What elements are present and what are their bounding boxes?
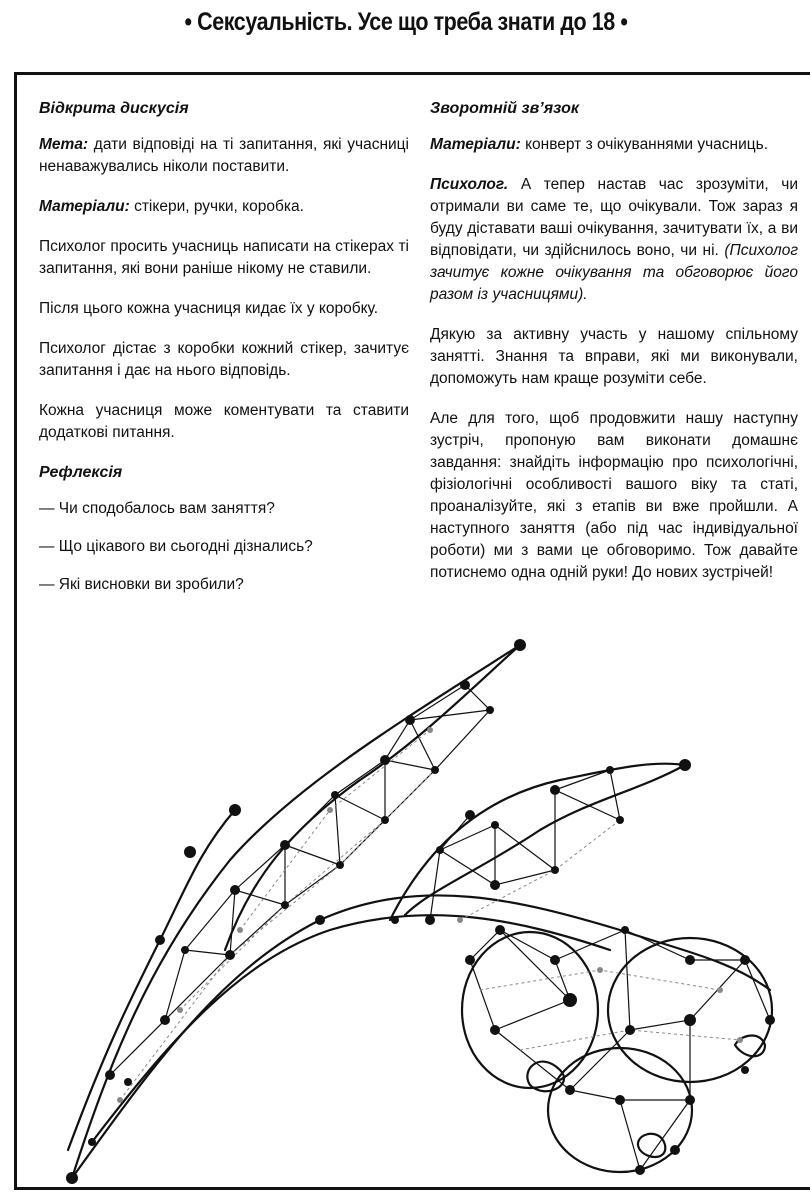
right-column <box>430 98 798 602</box>
feedback-materials-label: Матеріали: <box>430 136 521 153</box>
materials-paragraph <box>39 196 409 218</box>
homework-paragraph: Але для того, щоб продовжити нашу наступну зустріч, пропоную вам виконати домашнє завдання: знайдіть інформацію про психологічні, фізіологічні особливості вашого віку та статі, проаналізуйте, які з етапів ви вже пройшли. А наступного заняття (або під час індивідуальної роботи) ми з вами це обговоримо. Тож давайте потиснемо одна одній руки! До нових зустрічей! <box>430 410 798 581</box>
instruction-paragraph-4: Кожна учасниця може коментувати та ставити додаткові питання. <box>39 402 409 441</box>
feedback-heading: Зворотній зв’язок <box>430 100 579 117</box>
reflection-heading: Рефлексія <box>39 464 123 481</box>
goal-label: Мета: <box>39 136 89 153</box>
goal-text: дати відповіді на ті запитання, які учасниці ненаважувались ніколи поставити. <box>39 136 409 175</box>
mesh-nodes <box>66 639 775 1184</box>
header-title: • Сексуальність. Усе що треба знати до 18 • <box>184 8 628 36</box>
feedback-materials-paragraph <box>430 134 798 156</box>
reflection-question-2: — Що цікавого ви сьогодні дізнались? <box>39 538 313 555</box>
psychologist-label: Психолог. <box>430 176 509 193</box>
branch-outline <box>68 645 772 1178</box>
feedback-materials-text: конверт з очікуваннями учасниць. <box>520 136 768 153</box>
goal-paragraph <box>39 134 409 178</box>
thanks-paragraph: Дякую за активну участь у нашому спільному занятті. Знання та вправи, які ми виконували, допоможуть нам краще розуміти себе. <box>430 326 798 387</box>
mesh-lines <box>110 685 770 1170</box>
reflection-question-1: — Чи сподобалось вам заняття? <box>39 500 275 517</box>
discussion-heading: Відкрита дискусія <box>39 100 189 117</box>
page-header <box>57 8 755 37</box>
instruction-paragraph-1: Психолог просить учасниць написати на стікерах ті запитання, які вони раніше нікому не ставили. <box>39 238 409 277</box>
instruction-paragraph-3: Психолог дістає з коробки кожний стікер, зачитує запитання і дає на нього відповідь. <box>39 340 409 379</box>
decorative-network-drawing <box>0 630 812 1190</box>
psychologist-note: (Психолог зачитує кожне очікування та обговорює його разом із учасницями). <box>430 242 798 303</box>
psychologist-text: А тепер настав час зрозуміти, чи отримали ви саме те, що очікували. Тож зараз я буду діставати ваші очікування, зачитувати їх, а ви відповідати, чи здійснилось воно, чи ні. <box>430 176 798 259</box>
reflection-question-3: — Які висновки ви зробили? <box>39 576 244 593</box>
instruction-paragraph-2: Після цього кожна учасниця кидає їх у коробку. <box>39 300 379 317</box>
left-column <box>39 98 409 612</box>
materials-text: стікери, ручки, коробка. <box>129 198 304 215</box>
materials-label: Матеріали: <box>39 198 130 215</box>
psychologist-paragraph <box>430 174 798 306</box>
